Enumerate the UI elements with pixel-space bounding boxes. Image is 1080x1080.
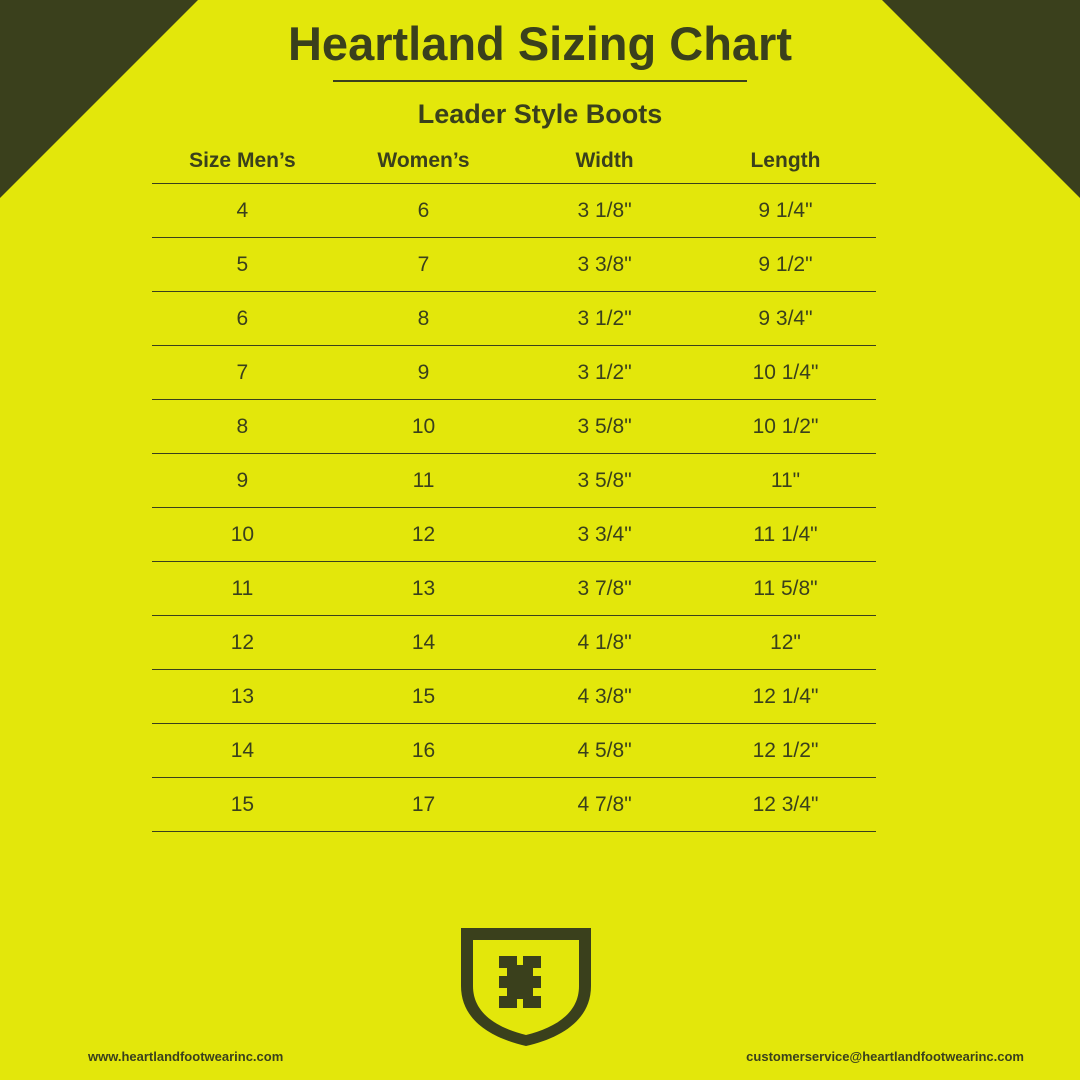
table-row — [152, 724, 876, 778]
cell-width: 4 1/8" — [514, 616, 695, 670]
table-row — [152, 184, 876, 238]
cell-size-mens: 7 — [152, 346, 333, 400]
table-row — [152, 400, 876, 454]
table-row — [152, 670, 876, 724]
cell-size-mens: 6 — [152, 292, 333, 346]
cell-size-mens: 15 — [152, 778, 333, 832]
table-row — [152, 292, 876, 346]
cell-womens: 16 — [333, 724, 514, 778]
page-title: Heartland Sizing Chart — [287, 17, 792, 70]
sizing-table — [152, 148, 876, 832]
cell-width: 3 1/2" — [514, 292, 695, 346]
table-header-row — [152, 148, 876, 184]
cell-length: 11 5/8" — [695, 562, 876, 616]
table-row — [152, 346, 876, 400]
cell-width: 3 1/8" — [514, 184, 695, 238]
table-row — [152, 616, 876, 670]
cell-length: 11" — [695, 454, 876, 508]
cell-size-mens: 11 — [152, 562, 333, 616]
cell-womens: 15 — [333, 670, 514, 724]
cell-width: 3 1/2" — [514, 346, 695, 400]
cell-womens: 14 — [333, 616, 514, 670]
cell-womens: 7 — [333, 238, 514, 292]
cell-size-mens: 13 — [152, 670, 333, 724]
cell-width: 4 7/8" — [514, 778, 695, 832]
footer-email[interactable]: customerservice@heartlandfootwearinc.com — [746, 1049, 1024, 1064]
cell-width: 3 5/8" — [514, 454, 695, 508]
footer-website[interactable]: www.heartlandfootwearinc.com — [88, 1049, 284, 1064]
heartland-shield-logo-icon — [461, 928, 591, 1046]
cell-width: 3 3/8" — [514, 238, 695, 292]
cell-width: 3 7/8" — [514, 562, 695, 616]
column-header-size-mens: Size Men’s — [189, 149, 296, 172]
cell-womens: 11 — [333, 454, 514, 508]
cell-length: 9 1/2" — [695, 238, 876, 292]
column-header-womens: Women’s — [377, 149, 470, 172]
cell-womens: 8 — [333, 292, 514, 346]
cell-length: 10 1/4" — [695, 346, 876, 400]
cell-womens: 10 — [333, 400, 514, 454]
cell-length: 10 1/2" — [695, 400, 876, 454]
cell-width: 3 3/4" — [514, 508, 695, 562]
cell-length: 12" — [695, 616, 876, 670]
cell-width: 4 3/8" — [514, 670, 695, 724]
cell-length: 9 1/4" — [695, 184, 876, 238]
cell-womens: 6 — [333, 184, 514, 238]
cell-width: 4 5/8" — [514, 724, 695, 778]
cell-womens: 13 — [333, 562, 514, 616]
cell-size-mens: 14 — [152, 724, 333, 778]
cell-size-mens: 10 — [152, 508, 333, 562]
title-divider — [333, 80, 747, 82]
cell-length: 12 1/2" — [695, 724, 876, 778]
cell-size-mens: 12 — [152, 616, 333, 670]
cell-length: 9 3/4" — [695, 292, 876, 346]
table-row — [152, 508, 876, 562]
table-row — [152, 238, 876, 292]
table-row — [152, 454, 876, 508]
table-row — [152, 562, 876, 616]
cell-womens: 17 — [333, 778, 514, 832]
cell-size-mens: 9 — [152, 454, 333, 508]
column-header-length: Length — [750, 149, 821, 172]
column-header-width: Width — [575, 149, 634, 172]
cell-size-mens: 4 — [152, 184, 333, 238]
table-row — [152, 778, 876, 832]
cell-width: 3 5/8" — [514, 400, 695, 454]
cell-length: 12 1/4" — [695, 670, 876, 724]
cell-womens: 12 — [333, 508, 514, 562]
cell-size-mens: 5 — [152, 238, 333, 292]
cell-length: 11 1/4" — [695, 508, 876, 562]
page-subtitle: Leader Style Boots — [417, 99, 663, 129]
cell-length: 12 3/4" — [695, 778, 876, 832]
cell-size-mens: 8 — [152, 400, 333, 454]
cell-womens: 9 — [333, 346, 514, 400]
